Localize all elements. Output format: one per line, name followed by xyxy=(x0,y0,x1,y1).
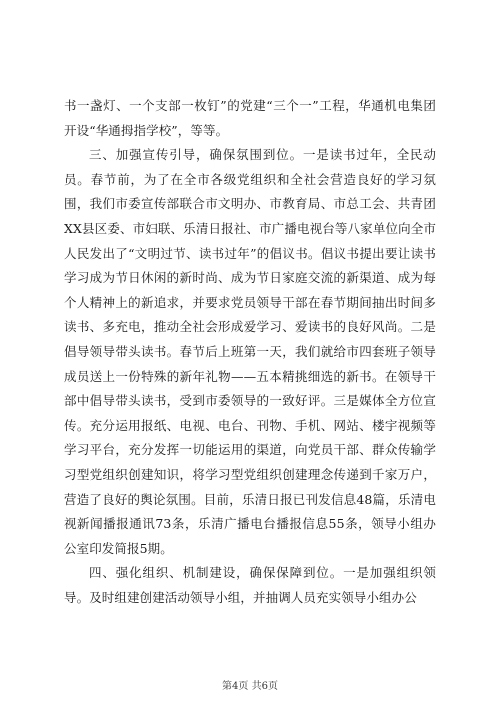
paragraph-publicity: 三、加强宣传引导，确保氛围到位。一是读书过年，全民动员。春节前，为了在全市各级党组织和全社会营造良好的学习氛围，我们市委宣传部联合市文明办、市教育局、市总工会、共青团XX县区委、市妇联、乐清日报社、市广播电视台等八家单位向全市人民发出了“文明过节、读书过年”的倡议书。倡议书提出要让读书学习成为节日休闲的新时尚、成为节日家庭交流的新渠道、成为每个人精神上的新追求，并要求党员领导干部在春节期间抽出时间多读书、多充电，推动全社会形成爱学习、爱读书的良好风尚。二是倡导领导带头读书。春节后上班第一天，我们就给市四套班子领导成员送上一份特殊的新年礼物——五本精挑细选的新书。在领导干部中倡导带头读书，受到市委领导的一致好评。三是媒体全方位宣传。充分运用报纸、电视、电台、刊物、手机、网站、楼宇视频等学习平台，充分发挥一切能运用的渠道，向党员干部、群众传输学习型党组织创建知识，将学习型党组织创建理念传递到千家万户，营造了良好的舆论氛围。目前，乐清日报已刊发信息48篇，乐清电视新闻播报通讯73条，乐清广播电台播报信息55条，领导小组办公室印发简报5期。 xyxy=(64,147,436,556)
body-text xyxy=(64,94,436,610)
paragraph-continuation: 书一盏灯、一个支部一枚钉”的党建“三个一”工程，华通机电集团开设“华通拇指学校”，等等。 xyxy=(64,98,436,138)
paragraph-organization: 四、强化组织、机制建设，确保保障到位。一是加强组织领导。及时组建创建活动领导小组，并抽调人员充实领导小组办公 xyxy=(64,565,436,605)
page-footer: 第4页 共6页 xyxy=(222,681,278,692)
